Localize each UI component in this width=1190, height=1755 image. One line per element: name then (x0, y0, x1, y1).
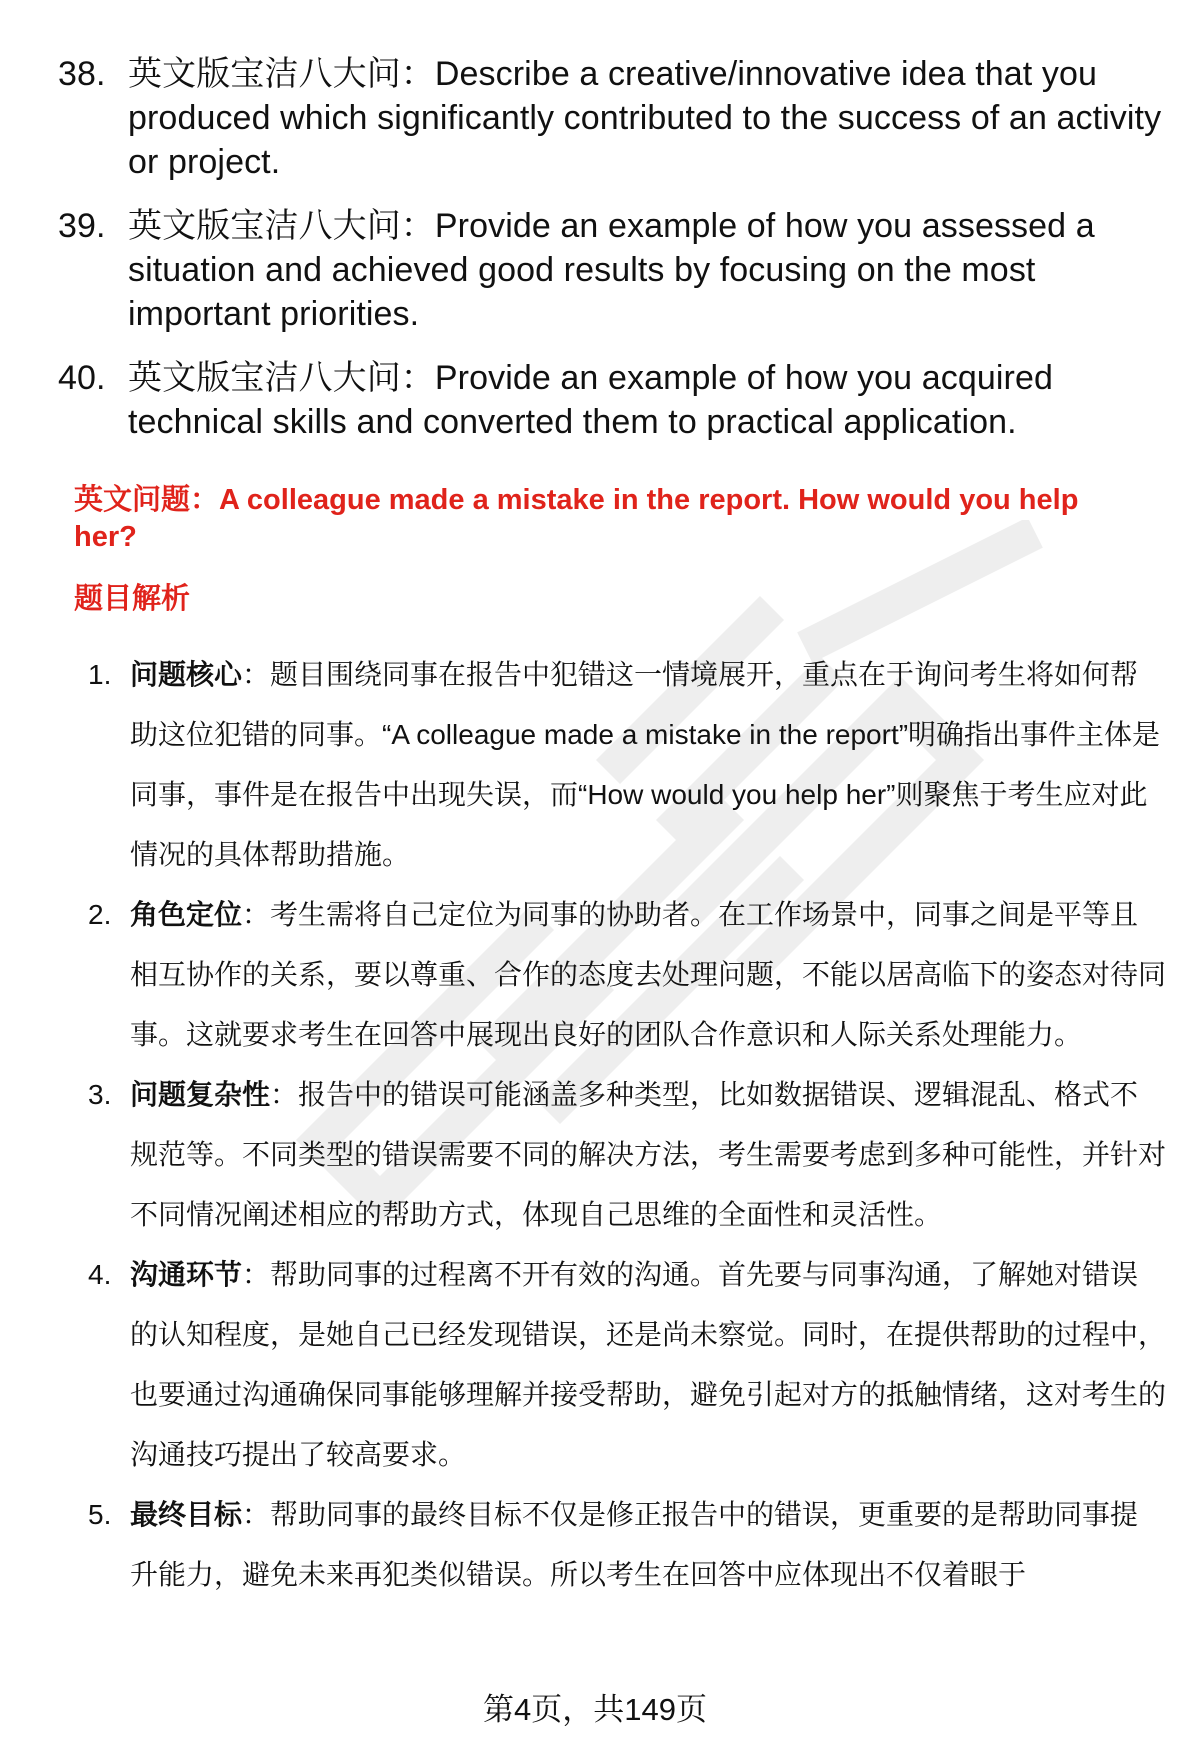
analysis-item-text: 帮助同事的最终目标不仅是修正报告中的错误，更重要的是帮助同事提升能力，避免未来再犯类似错误。所以考生在回答中应体现出不仅着眼于 (130, 1499, 1139, 1590)
analysis-heading: 题目解析 (74, 583, 191, 615)
list-item (58, 52, 1168, 184)
list-item (76, 1065, 1166, 1245)
list-item (58, 204, 1168, 336)
analysis-list (76, 645, 1166, 1605)
question-list (58, 52, 1168, 464)
title-separator: ： (242, 1259, 271, 1290)
list-number: 40. (58, 359, 106, 397)
analysis-item-title: 问题复杂性 (130, 1079, 271, 1110)
title-separator: ： (242, 899, 271, 930)
list-number: 5. (88, 1499, 112, 1530)
list-item (58, 356, 1168, 444)
analysis-item-title: 问题核心 (130, 659, 243, 690)
analysis-item-text: 考生需将自己定位为同事的协助者。在工作场景中，同事之间是平等且相互协作的关系，要以尊重、合作的态度去处理问题，不能以居高临下的姿态对待同事。这就要求考生在回答中展现出良好的团队合作意识和人际关系处理能力。 (130, 899, 1167, 1050)
question-text: 英文版宝洁八大问：Describe a creative/innovative idea that you produced which significantly contributed to the success of an activity or project. (128, 55, 1162, 181)
list-number: 2. (88, 899, 112, 930)
analysis-item-title: 角色定位 (130, 899, 243, 930)
list-item (76, 885, 1166, 1065)
analysis-item-title: 最终目标 (130, 1499, 243, 1530)
list-item (76, 1245, 1166, 1485)
list-number: 1. (88, 659, 112, 690)
list-number: 39. (58, 207, 106, 245)
list-item (76, 1485, 1166, 1605)
list-item (76, 645, 1166, 885)
list-number: 3. (88, 1079, 112, 1110)
question-text: 英文版宝洁八大问：Provide an example of how you assessed a situation and achieved good results by focusing on the most important priorities. (128, 207, 1095, 333)
analysis-item-text: 报告中的错误可能涵盖多种类型，比如数据错误、逻辑混乱、格式不规范等。不同类型的错误需要不同的解决方法，考生需要考虑到多种可能性，并针对不同情况阐述相应的帮助方式，体现自己思维的全面性和灵活性。 (130, 1079, 1167, 1230)
title-separator: ： (242, 1499, 271, 1530)
question-text: 英文版宝洁八大问：Provide an example of how you acquired technical skills and converted them to practical application. (128, 359, 1053, 441)
title-separator: ： (270, 1079, 299, 1110)
english-question-heading: 英文问题：A colleague made a mistake in the report. How would you help her? (74, 484, 1079, 553)
title-separator: ： (242, 659, 271, 690)
list-number: 38. (58, 55, 106, 93)
list-number: 4. (88, 1259, 112, 1290)
page-footer: 第4页，共149页 (483, 1692, 707, 1727)
analysis-item-text: 帮助同事的过程离不开有效的沟通。首先要与同事沟通，了解她对错误的认知程度，是她自己已经发现错误，还是尚未察觉。同时，在提供帮助的过程中，也要通过沟通确保同事能够理解并接受帮助，避免引起对方的抵触情绪，这对考生的沟通技巧提出了较高要求。 (130, 1259, 1167, 1470)
analysis-item-title: 沟通环节 (130, 1259, 243, 1290)
analysis-item-text: 题目围绕同事在报告中犯错这一情境展开，重点在于询问考生将如何帮助这位犯错的同事。“A colleague made a mistake in the report”明确指出事件主体是同事，事件是在报告中出现失误，而“How would you help her”则聚焦于考生应对此情况的具体帮助措施。 (130, 659, 1161, 870)
